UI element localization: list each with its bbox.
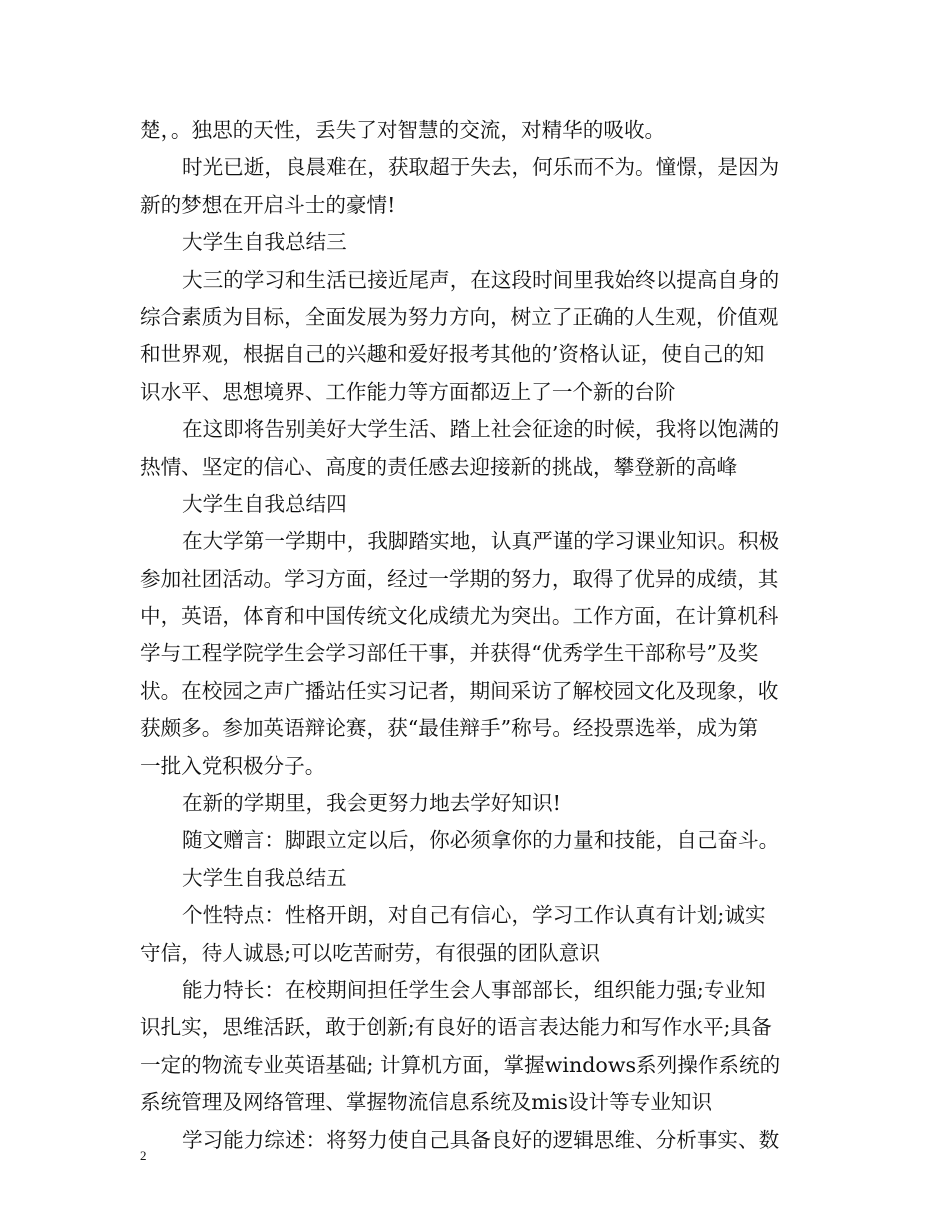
section-heading-5: 大学生自我总结五 <box>182 865 347 890</box>
text-line: 综合素质为目标，全面发展为努力方向，树立了正确的人生观，价值观 <box>140 304 779 329</box>
text-line: 楚，。独思的天性，丢失了对智慧的交流，对精华的吸收。 <box>140 118 666 142</box>
text-line: 学与工程学院学生会学习部任干事，并获得“优秀学生干部称号”及奖 <box>140 641 759 666</box>
paragraph-start-line: 学习能力综述：将努力使自己具备良好的逻辑思维、分析事实、数 <box>182 1127 780 1152</box>
document-body <box>140 112 816 1159</box>
paragraph-start-line: 个性特点：性格开朗，对自己有信心，学习工作认真有计划;诚实 <box>182 903 766 928</box>
paragraph-start-line: 能力特长：在校期间担任学生会人事部部长，组织能力强;专业知 <box>182 977 766 1002</box>
section-heading-3: 大学生自我总结三 <box>182 230 347 255</box>
paragraph-start-line: 在这即将告别美好大学生活、踏上社会征途的时候，我将以饱满的 <box>182 417 780 442</box>
text-line: 和世界观，根据自己的兴趣和爱好报考其他的’资格认证，使自己的知 <box>140 342 765 367</box>
text-line: 获颇多。参加英语辩论赛，获“最佳辩手”称号。经投票选举，成为第 <box>140 716 759 741</box>
text-line: 新的梦想在开启斗士的豪情! <box>140 192 396 217</box>
section-heading-4: 大学生自我总结四 <box>182 491 347 516</box>
text-line: 一定的物流专业英语基础; 计算机方面，掌握windows系列操作系统的 <box>140 1052 781 1077</box>
paragraph-start-line: 大三的学习和生活已接近尾声，在这段时间里我始终以提高自身的 <box>182 267 780 292</box>
text-line: 识水平、思想境界、工作能力等方面都迈上了一个新的台阶 <box>140 379 676 404</box>
paragraph-start-line: 在大学第一学期中，我脚踏实地，认真严谨的学习课业知识。积极 <box>182 529 780 554</box>
paragraph-start-line: 时光已逝，良晨难在，获取超于失去，何乐而不为。憧憬，是因为 <box>182 155 780 180</box>
paragraph-start-line: 随文赠言：脚跟立定以后，你必须拿你的力量和技能，自己奋斗。 <box>182 828 780 853</box>
text-line: 参加社团活动。学习方面，经过一学期的努力，取得了优异的成绩，其 <box>140 566 779 591</box>
text-line: 一批入党积极分子。 <box>140 753 326 778</box>
text-line: 状。在校园之声广播站任实习记者，期间采访了解校园文化及现象，收 <box>140 678 779 703</box>
text-line: 热情、坚定的信心、高度的责任感去迎接新的挑战，攀登新的高峰 <box>140 454 738 479</box>
text-line: 守信，待人诚恳;可以吃苦耐劳，有很强的团队意识 <box>140 940 600 965</box>
text-line: 识扎实，思维活跃，敢于创新;有良好的语言表达能力和写作水平;具备 <box>140 1015 772 1040</box>
page-number: 2 <box>140 1148 147 1163</box>
paragraph-start-line: 在新的学期里，我会更努力地去学好知识! <box>182 791 561 816</box>
text-line: 系统管理及网络管理、掌握物流信息系统及mis设计等专业知识 <box>140 1090 713 1115</box>
text-line: 中，英语，体育和中国传统文化成绩尤为突出。工作方面，在计算机科 <box>140 604 779 629</box>
